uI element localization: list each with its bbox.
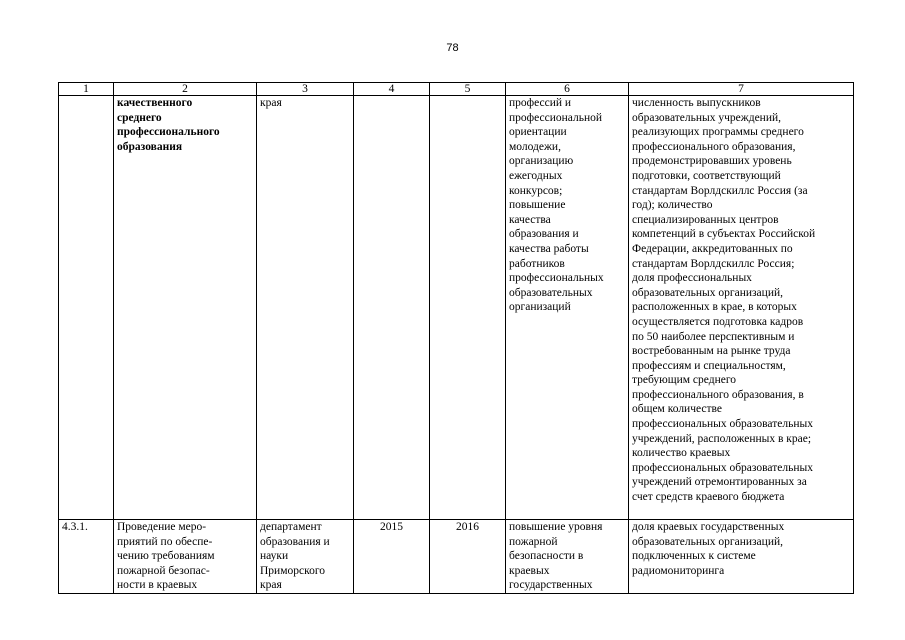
end-year-cell: 2016: [430, 520, 506, 594]
activity-name-cell: качественного среднего профессионального образования: [114, 96, 257, 520]
indicator-cell: доля краевых государственных образовательных организаций, подключенных к системе радиомониторинга: [629, 520, 854, 594]
program-table: [58, 82, 854, 594]
item-number-cell: 4.3.1.: [59, 520, 114, 594]
end-year-cell: [430, 96, 506, 520]
expected-result-cell: профессий и профессиональной ориентации молодежи, организацию ежегодных конкурсов; повышение качества образования и качества работы работников профессиональных образовательных организаций: [506, 96, 629, 520]
start-year-cell: 2015: [354, 520, 430, 594]
header-cell: 6: [506, 83, 629, 96]
header-cell: 1: [59, 83, 114, 96]
expected-result-cell: повышение уровня пожарной безопасности в краевых государственных: [506, 520, 629, 594]
start-year-cell: [354, 96, 430, 520]
activity-name-cell: Проведение меро- приятий по обеспе- чению требованиям пожарной безопас- ности в краевых: [114, 520, 257, 594]
table-row: [59, 520, 854, 594]
indicator-cell: численность выпускников образовательных учреждений, реализующих программы среднего профессионального образования, продемонстрировавших уровень подготовки, соответствующий стандартам Ворлдскиллс Россия (за год); количество специализированных центров компетенций в субъектах Российской Федерации, аккредитованных по стандартам Ворлдскиллс Россия; доля профессиональных образовательных организаций, расположенных в крае, в которых осуществляется подготовка кадров по 50 наиболее перспективным и востребованным на рынке труда профессиям и специальностям, требующим среднего профессионального образования, в общем количестве профессиональных образовательных учреждений, расположенных в крае; количество краевых профессиональных образовательных учреждений отремонтированных за счет средств краевого бюджета: [629, 96, 854, 520]
page-number: 78: [446, 42, 459, 54]
header-cell: 5: [430, 83, 506, 96]
item-number-cell: [59, 96, 114, 520]
header-cell: 7: [629, 83, 854, 96]
table-row: [59, 96, 854, 520]
table-header-row: [59, 83, 854, 96]
executor-cell: департамент образования и науки Приморского края: [257, 520, 354, 594]
header-cell: 2: [114, 83, 257, 96]
header-cell: 3: [257, 83, 354, 96]
header-cell: 4: [354, 83, 430, 96]
executor-cell: края: [257, 96, 354, 520]
